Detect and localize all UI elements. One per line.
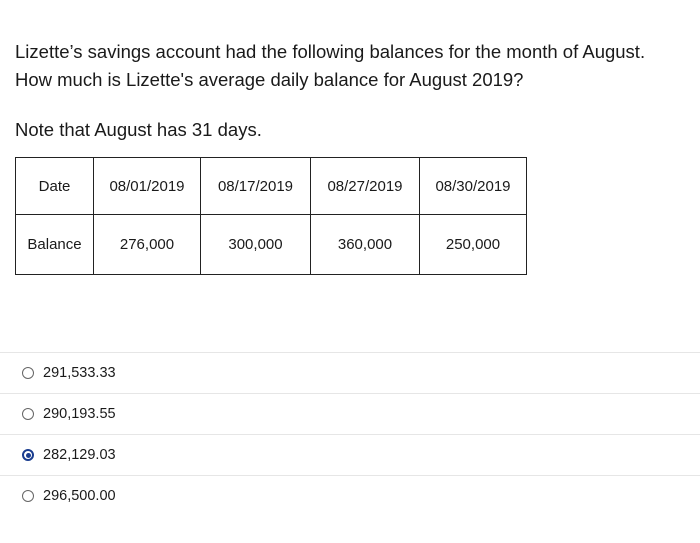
radio-button[interactable] bbox=[22, 490, 34, 502]
answer-option-4[interactable] bbox=[0, 475, 700, 516]
balance-cell: 250,000 bbox=[420, 215, 527, 275]
answer-option-label: 290,193.55 bbox=[43, 406, 116, 422]
date-cell: 08/17/2019 bbox=[201, 158, 311, 215]
answer-choices bbox=[0, 352, 700, 516]
date-cell: 08/27/2019 bbox=[311, 158, 420, 215]
balance-cell: 300,000 bbox=[201, 215, 311, 275]
balances-table bbox=[15, 157, 527, 275]
answer-option-3[interactable] bbox=[0, 434, 700, 475]
radio-button[interactable] bbox=[22, 367, 34, 379]
table-row-balance bbox=[16, 215, 527, 275]
answer-option-label: 296,500.00 bbox=[43, 488, 116, 504]
date-cell: 08/30/2019 bbox=[420, 158, 527, 215]
answer-option-2[interactable] bbox=[0, 393, 700, 434]
radio-button[interactable] bbox=[22, 408, 34, 420]
balance-cell: 360,000 bbox=[311, 215, 420, 275]
radio-button[interactable] bbox=[22, 449, 34, 461]
question-note: Note that August has 31 days. bbox=[15, 119, 262, 140]
date-header-cell: Date bbox=[16, 158, 94, 215]
answer-option-1[interactable] bbox=[0, 352, 700, 393]
balance-cell: 276,000 bbox=[94, 215, 201, 275]
answer-option-label: 282,129.03 bbox=[43, 447, 116, 463]
answer-option-label: 291,533.33 bbox=[43, 365, 116, 381]
balance-header-cell: Balance bbox=[16, 215, 94, 275]
table-row-date bbox=[16, 158, 527, 215]
date-cell: 08/01/2019 bbox=[94, 158, 201, 215]
question-text: Lizette’s savings account had the following balances for the month of August. How much is Lizette's average daily balance for August 2019? bbox=[15, 41, 646, 90]
